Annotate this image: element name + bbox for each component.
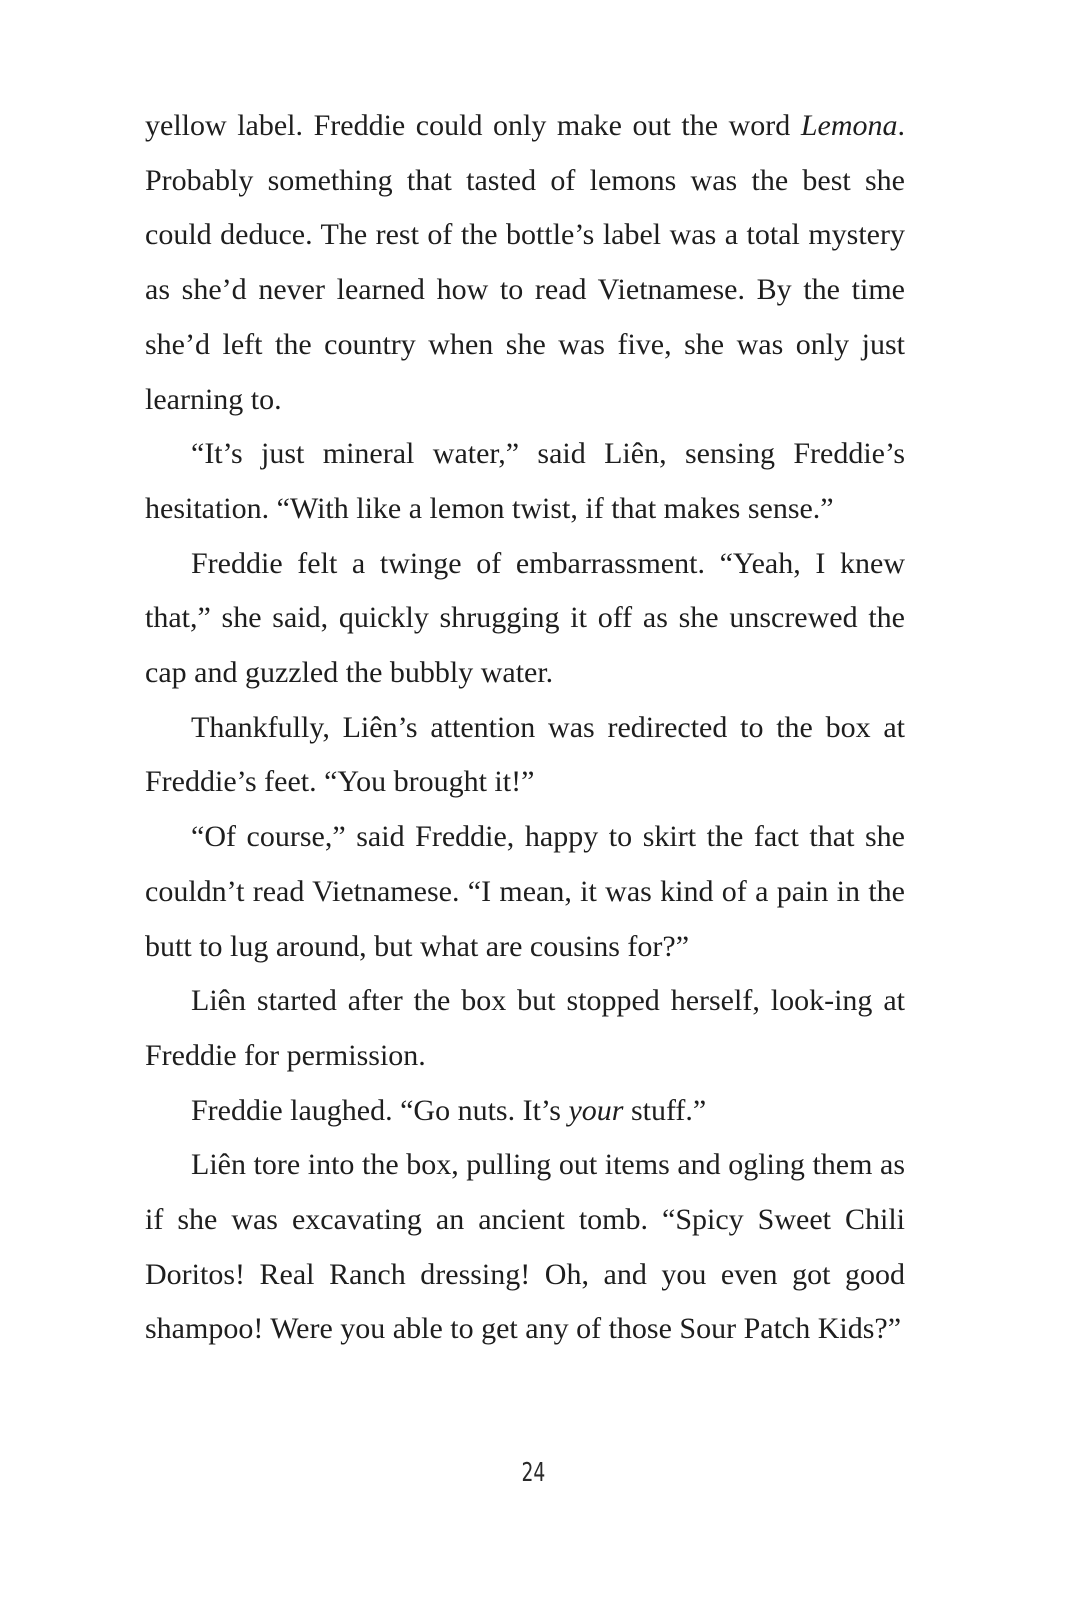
paragraph-8: Liên tore into the box, pulling out items and ogling them as if she was excavating an ancient tomb. “Spicy Sweet Chili Doritos! Real Ranch dressing! Oh, and you even got good shampoo! Were you able to get any of those Sour Patch Kids?”: [145, 1148, 905, 1346]
paragraph-6: Liên started after the box but stopped herself, look-ing at Freddie for permission.: [145, 984, 905, 1072]
paragraph-7-text-a: Freddie laughed. “Go nuts. It’s: [191, 1093, 569, 1127]
paragraph-1-text-a: yellow label. Freddie could only make out the word: [145, 109, 801, 142]
paragraph-2: “It’s just mineral water,” said Liên, sensing Freddie’s hesitation. “With like a lemon twist, if that makes sense.”: [145, 437, 905, 525]
body-text: [145, 99, 905, 1357]
paragraph-5: “Of course,” said Freddie, happy to skirt the fact that she couldn’t read Vietnamese. “I mean, it was kind of a pain in the butt to lug around, but what are cousins for?”: [145, 820, 905, 963]
paragraph-1: [145, 99, 905, 427]
paragraph-4: Thankfully, Liên’s attention was redirected to the box at Freddie’s feet. “You brought it!”: [145, 710, 905, 799]
paragraph-1-text-b: . Probably something that tasted of lemons was the best she could deduce. The rest of the bottle’s label was a total mystery as she’d never learned how to read Vietnamese. By the time she’d left the country when she was five, she was only just learning to.: [145, 109, 905, 416]
paragraph-3: Freddie felt a twinge of embarrassment. “Yeah, I knew that,” she said, quickly shrugging it off as she unscrewed the cap and guzzled the bubbly water.: [145, 546, 905, 690]
page-number: 24: [521, 1458, 546, 1488]
paragraph-7: [145, 1084, 905, 1139]
paragraph-7-text-b: stuff.”: [623, 1093, 707, 1127]
paragraph-7-italic-your: your: [568, 1093, 624, 1127]
paragraph-1-italic-lemona: Lemona: [800, 109, 898, 142]
